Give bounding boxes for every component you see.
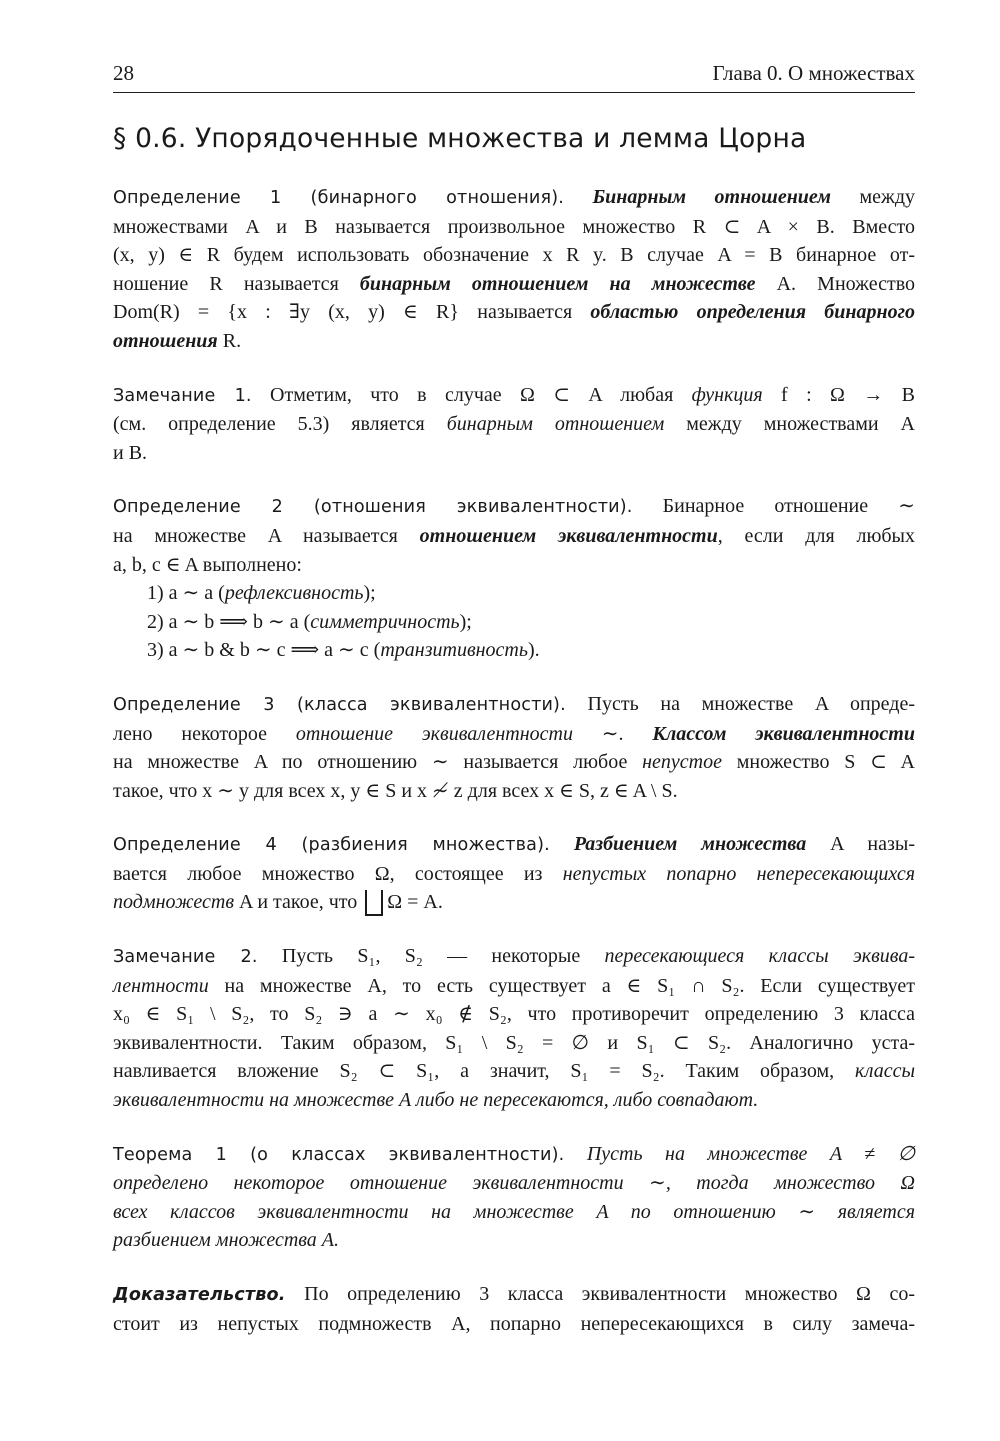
remark-1 bbox=[113, 381, 915, 468]
text-line bbox=[113, 860, 915, 889]
text-span: между множествами A bbox=[664, 413, 916, 436]
running-head bbox=[113, 60, 915, 93]
text-span: ); bbox=[459, 610, 472, 633]
emphasis: симметричность bbox=[310, 610, 460, 633]
emphasis: подмножеств bbox=[113, 891, 234, 914]
text-line: такое, что x ∼ y для всех x, y ∈ S и x ≁ z для всех x ∈ S, z ∈ A \ S. bbox=[113, 779, 678, 802]
text-span: A и такое, что bbox=[234, 891, 363, 914]
text-span: По определению 3 класса эквивалентности множество Ω со- bbox=[285, 1283, 915, 1305]
definition-2 bbox=[113, 492, 915, 665]
emphasis: пересекающиеся классы эквива- bbox=[604, 945, 916, 968]
page-number: 28 bbox=[113, 61, 134, 85]
definition-heading: Определение 1 (бинарного отношения). bbox=[113, 188, 564, 208]
emphasis: рефлексивность bbox=[224, 582, 364, 605]
text-span: (см. определение 5.3) является bbox=[113, 413, 447, 436]
text-span: 3) a ∼ b & b ∼ c ⟹ a ∼ c ( bbox=[147, 639, 381, 662]
definition-heading: Определение 4 (разбиения множества). bbox=[113, 835, 550, 856]
text-span: ); bbox=[363, 582, 376, 605]
disjoint-union-symbol bbox=[365, 890, 383, 916]
emphasis: отношение эквивалентности bbox=[295, 722, 573, 745]
text-span: на множестве A по отношению ∼ называется любое bbox=[113, 751, 643, 774]
emphasis: функция bbox=[691, 383, 763, 406]
definition-1 bbox=[113, 183, 915, 356]
text-span: ∼. bbox=[572, 722, 653, 745]
definition-3 bbox=[113, 690, 915, 805]
text-span: ношение R называется bbox=[113, 272, 360, 295]
emphasis: Пусть на множестве A ≠ ∅ bbox=[564, 1142, 915, 1165]
section-title: § 0.6. Упорядоченные множества и лемма Цорна bbox=[113, 123, 807, 154]
text-line bbox=[113, 748, 915, 777]
text-line bbox=[113, 888, 915, 917]
text-span: Пусть на множестве A опреде- bbox=[565, 692, 915, 715]
text-span: на множестве A называется bbox=[113, 524, 420, 547]
list-item bbox=[113, 579, 915, 608]
text-span: Пусть S₁, S₂ — некоторые bbox=[257, 945, 605, 968]
text-line: всех классов эквивалентности на множестве A по отношению ∼ является bbox=[113, 1200, 915, 1223]
text-span: 1) a ∼ a ( bbox=[147, 582, 225, 605]
text-span: 2) a ∼ b ⟹ b ∼ a ( bbox=[147, 610, 311, 633]
emphasis: классы bbox=[854, 1060, 915, 1083]
text-line bbox=[113, 381, 915, 411]
text-line: эквивалентности на множестве A либо не пересекаются, либо совпадают. bbox=[113, 1089, 759, 1112]
text-line bbox=[113, 270, 915, 299]
text-span: Бинарное отношение ∼ bbox=[632, 495, 915, 518]
theorem-1 bbox=[113, 1140, 915, 1255]
text-line: a, b, c ∈ A выполнено: bbox=[113, 553, 302, 576]
text-line bbox=[113, 1140, 915, 1170]
text-span: на множестве A, то есть существует a ∈ S₁ ∩ S₂. Если существует bbox=[208, 974, 915, 997]
text-line: стоит из непустых подмножеств A, попарно непересекающихся в силу замеча- bbox=[113, 1312, 915, 1335]
text-span: A назы- bbox=[806, 833, 916, 856]
definition-heading: Определение 3 (класса эквивалентности). bbox=[113, 694, 566, 715]
list-item bbox=[113, 608, 915, 637]
term: Бинарным отношением bbox=[592, 186, 832, 208]
emphasis: бинарным отношением bbox=[446, 413, 665, 436]
text-span: множество S ⊂ A bbox=[721, 751, 916, 774]
term: отношения bbox=[113, 329, 218, 352]
text-line bbox=[113, 1280, 915, 1310]
chapter-title: Глава 0. О множествах bbox=[712, 61, 915, 85]
term: Разбиением множества bbox=[573, 833, 807, 856]
emphasis: лентности bbox=[113, 974, 209, 997]
list-item bbox=[113, 636, 915, 665]
text-span: ). bbox=[527, 639, 540, 662]
text-line bbox=[113, 410, 915, 439]
term: Классом эквивалентности bbox=[652, 722, 915, 745]
text-line bbox=[113, 830, 915, 860]
text-line: и B. bbox=[113, 441, 148, 464]
text-line: определено некоторое отношение эквивалентности ∼, тогда множество Ω bbox=[113, 1172, 915, 1195]
text-line: (x, y) ∈ R будем использовать обозначение x R y. В случае A = B бинарное от- bbox=[113, 244, 915, 267]
text-span: Dom(R) = {x : ∃y (x, y) ∈ R} называется bbox=[113, 301, 591, 324]
term: бинарным отношением на множестве bbox=[359, 272, 756, 295]
text-line: множествами A и B называется произвольное множество R ⊂ A × B. Вместо bbox=[113, 215, 915, 238]
text-span: навливается вложение S₂ ⊂ S₁, а значит, S₁ = S₂. Таким образом, bbox=[113, 1060, 855, 1083]
term: областью определения бинарного bbox=[590, 301, 916, 324]
emphasis: транзитивность bbox=[380, 639, 528, 662]
proof bbox=[113, 1280, 915, 1338]
text-line bbox=[113, 183, 915, 213]
text-line: эквивалентности. Таким образом, S₁ \ S₂ = ∅ и S₁ ⊂ S₂. Аналогично уста- bbox=[113, 1031, 915, 1054]
text-line bbox=[113, 720, 915, 749]
definition-heading: Определение 2 (отношения эквивалентности). bbox=[113, 497, 633, 518]
text-span: между bbox=[831, 186, 916, 208]
text-span bbox=[550, 833, 574, 855]
proof-heading: Доказательство. bbox=[113, 1285, 286, 1305]
definition-4 bbox=[113, 830, 915, 917]
text-span: f : Ω → B bbox=[762, 383, 915, 406]
text-span: вается любое множество Ω, состоящее из bbox=[113, 862, 563, 885]
text-span: лено некоторое bbox=[113, 722, 296, 745]
theorem-heading: Теорема 1 (о классах эквивалентности). bbox=[113, 1144, 565, 1165]
text-span: , если для любых bbox=[717, 524, 915, 547]
text-span: R. bbox=[217, 329, 242, 352]
remark-heading: Замечание 1. bbox=[113, 385, 252, 406]
text-line: x₀ ∈ S₁ \ S₂, то S₂ ∋ a ∼ x₀ ∉ S₂, что противоречит определению 3 класса bbox=[113, 1003, 915, 1026]
text-line bbox=[113, 690, 915, 720]
text-line bbox=[113, 972, 915, 1001]
text-line bbox=[113, 942, 915, 972]
text-line: разбиением множества A. bbox=[113, 1229, 340, 1252]
text-span: Отметим, что в случае Ω ⊂ A любая bbox=[251, 383, 692, 406]
text-line bbox=[113, 522, 915, 551]
text-line bbox=[113, 298, 915, 327]
text-line bbox=[113, 327, 915, 356]
emphasis: непустое bbox=[642, 751, 722, 774]
term: отношением эквивалентности bbox=[419, 524, 718, 547]
remark-2 bbox=[113, 942, 915, 1115]
text-span: A. Множество bbox=[755, 272, 915, 295]
emphasis: непустых попарно непересекающихся bbox=[562, 862, 915, 885]
text-line bbox=[113, 492, 915, 522]
text-span: Ω = A. bbox=[387, 891, 443, 914]
text-line bbox=[113, 1057, 915, 1086]
remark-heading: Замечание 2. bbox=[113, 947, 258, 968]
